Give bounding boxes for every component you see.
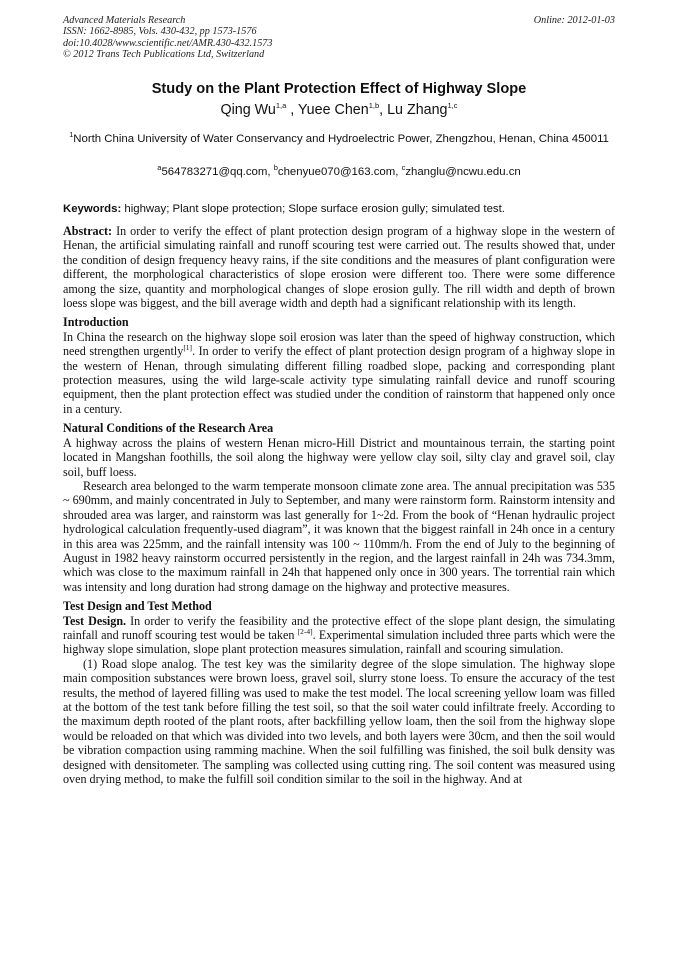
copyright-line: © 2012 Trans Tech Publications Ltd, Switzerland xyxy=(63,49,265,61)
author-affil-mark: 1,b xyxy=(368,101,380,111)
online-date: Online: 2012-01-03 xyxy=(533,15,615,26)
author-affil-mark: 1,c xyxy=(447,101,458,111)
paragraph: A highway across the plains of western Henan micro-Hill District and mountainous terrain, the starting point located in Mangshan foothills, the soil along the highway were yellow clay soil, silty clay and gravel soil, clay soil, buff loess. xyxy=(63,435,615,479)
author-name: Lu Zhang xyxy=(387,102,448,118)
paragraph: Test Design. In order to verify the feasibility and the protective effect of the slope plant design, the simulating rainfall and runoff scouring test would be taken [2-4]. Experimental simulation included three parts which were the highway slope simulation, slope plant protection measures simulation, rainfall and scouring simulation. xyxy=(63,613,616,657)
keywords-label: Keywords: xyxy=(63,203,122,215)
section-heading-introduction: Introduction xyxy=(63,315,129,330)
main-text xyxy=(63,224,615,786)
section-heading-natural-conditions: Natural Conditions of the Research Area xyxy=(63,421,274,436)
paper-title: Study on the Plant Protection Effect of Highway Slope xyxy=(151,81,527,97)
email-link[interactable]: 564783271@qq.com xyxy=(161,166,268,178)
email-link[interactable]: zhanglu@ncwu.edu.cn xyxy=(405,166,521,178)
abstract: Abstract: In order to verify the effect of plant protection design program of a highway slope in the western of Henan, the artificial simulating rainfall and runoff scouring test were carried out. The results showed that, under the condition of design frequency heavy rains, if the site conditions and the measures of plant configuration were different, the morphological characteristics of slope erosion were different too. There were some difference among the size, quantity and morphological changes of slope erosion gully. The rill width and depth of brown loess slope was biggest, and the bill average width and depth had a significant relationship with its length. xyxy=(63,224,615,311)
author-affil-mark: 1,a xyxy=(275,101,287,111)
abstract-label: Abstract: xyxy=(63,224,113,238)
citation-ref: [1] xyxy=(183,343,193,353)
doi-line: doi:10.4028/www.scientific.net/AMR.430-432.1573 xyxy=(63,37,273,49)
email-line: $^a$564783271@qq.com, $^b$chenyue070@163.com, $^c$zhanglu@ncwu.edu.cn xyxy=(157,163,521,178)
author-name: Yuee Chen xyxy=(297,102,369,118)
keywords xyxy=(63,203,615,215)
journal-name: Advanced Materials Research xyxy=(63,15,186,26)
issn-line: ISSN: 1662-8985, Vols. 430-432, pp 1573-1576 xyxy=(63,26,257,38)
paragraph: (1) Road slope analog. The test key was the similarity degree of the slope simulation. The highway slope main composition substances were brown loess, gravel soil, slurry stone loess. To ensure the accuracy of the test results, the method of layered filling was used to make the test model. The local screening yellow loam was filled at the bottom of the test tank before filling the test soil, so that the soil water could infiltrate freely. According to the maximum depth rooted of the plant roots, after backfilling yellow loam, then the soil from the highway slope would be reloaded on that which was divided into two levels, and both layers were 30cm, and then the soil would be vibration compaction using ramming machine. When the soil fulfilling was finished, the soil bulk density was designed with densitometer. The sampling was collected using cutting ring. The soil content was measured using oven drying method, to make the fulfill soil condition similar to the soil in the highway. And at xyxy=(63,656,615,787)
author-name: Qing Wu xyxy=(220,102,276,118)
citation-ref: [2-4] xyxy=(297,626,313,636)
running-header xyxy=(63,15,615,61)
introduction-paragraph: In China the research on the highway slope soil erosion was later than the speed of highway construction, which need strengthen urgently[1]. In order to verify the effect of plant protection design program of a highway slope in the western of Henan, through simulating different filling roadbed slope, packing and corresponding plant protection measures, using the wild large-scale activity type simulating rainfall device and runoff scouring equipment, then the plant protection effect was studied under the condition of rainstorm that happened only once in a century. xyxy=(63,329,616,416)
subheading-test-design: Test Design. xyxy=(63,613,127,628)
email-link[interactable]: chenyue070@163.com xyxy=(277,166,396,178)
section-heading-test-design: Test Design and Test Method xyxy=(63,599,212,614)
author-line: Qing Wu$^{1,a}$ , Yuee Chen$^{1,b}$, Lu Zhang$^{1,c}$ xyxy=(220,101,458,118)
keywords-text: highway; Plant slope protection; Slope surface erosion gully; simulated test. xyxy=(121,203,505,215)
affiliation: $^1$North China University of Water Conservancy and Hydroelectric Power, Zhengzhou, Henan, China 450011 xyxy=(69,130,609,145)
paragraph: Research area belonged to the warm temperate monsoon climate zone area. The annual precipitation was 535 ~ 690mm, and mainly concentrated in July to September, and many were rainstorm form. Rainstorm intensity and shrouded area was larger, and rainstorm was last generally for 1~2d. From the book of “Henan hydraulic project hydrological calculation frequently-used diagram”, it was known that the biggest rainfall in 24h once in a century in this area was 225mm, and the rainfall intensity was 100 ~ 110mm/h. From the end of July to the beginning of August in 1982 heavy rainstorm occurred persistently in the region, and the largest rainfall in 24h was 734.3mm, which was close to the maximum rainfall in 24h that happened only once in 300 years. The torrential rain which was intensity and long duration had strong damage on the highway and protective measures. xyxy=(63,478,615,594)
